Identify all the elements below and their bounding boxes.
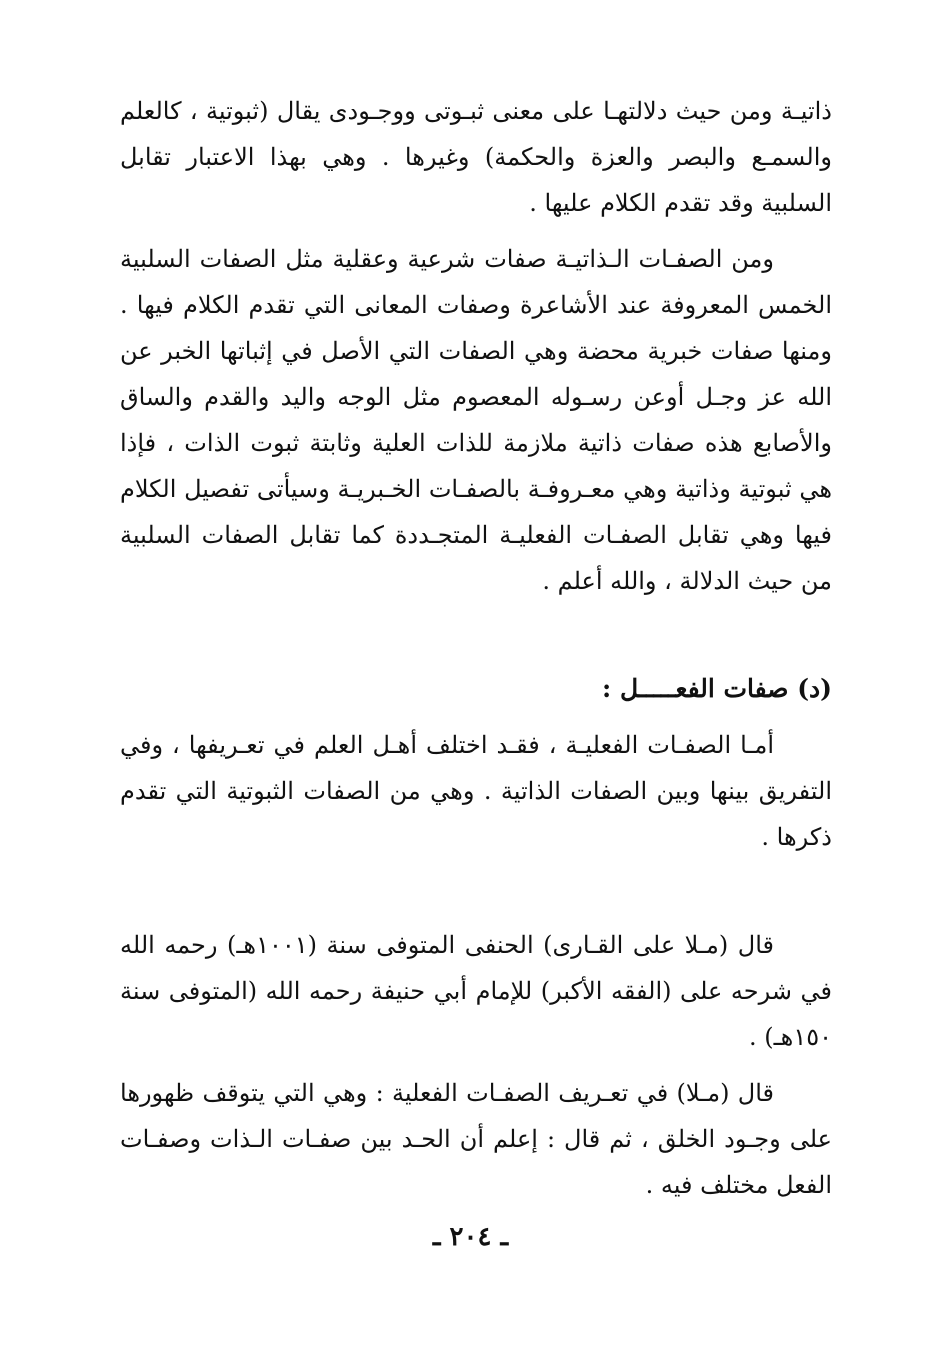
paragraph-1: ذاتيـة ومن حيث دلالتهـا على معنى ثبـوتى ووجـودى يقال (ثبوتية ، كالعلم والسمـع والبصر والعزة والحكمة) وغيرها . وهي بهذا الاعتبار تقابل السلبية وقد تقدم الكلام عليها . (120, 97, 832, 217)
spacer (120, 860, 832, 922)
spacer (120, 226, 832, 236)
paragraph-5: قال (مـلا) في تعـريف الصفـات الفعلية : وهي التي يتوقف ظهورها على وجـود الخلق ، ثم قال : إعلم أن الحـد بين صفـات الـذات وصفـات الفعل مختلف فيه . (120, 1079, 832, 1199)
paragraph-3: أمـا الصفـات الفعليـة ، فقـد اختلف أهـل العلم في تعـريفها ، وفي التفريق بينها وبين الصفات الذاتية . وهي من الصفات الثبوتية التي تقدم ذكرها . (120, 731, 832, 851)
spacer (120, 712, 832, 722)
section-heading: (د) صفات الفعـــــل : (602, 674, 832, 703)
page-body (120, 88, 832, 1208)
paragraph-4: قال (مـلا على القـارى) الحنفى المتوفى سنة (١٠٠١هـ) رحمه الله في شرحه على (الفقه الأكبر) للإمام أبي حنيفة رحمه الله (المتوفى سنة ١٥٠هـ) . (120, 931, 832, 1051)
spacer (120, 604, 832, 666)
spacer (120, 1060, 832, 1070)
paragraph-2: ومن الصفـات الـذاتيـة صفات شرعية وعقلية مثل الصفات السلبية الخمس المعروفة عند الأشاعرة وصفات المعانى التي تقدم الكلام فيها . ومنها صفات خبرية محضة وهي الصفات التي الأصل في إثباتها الخبر عن الله عز وجـل أوعن رسـوله المعصوم مثل الوجه واليد والقدم والساق والأصابع هذه صفات ذاتية ملازمة للذات العلية وثابتة ثبوت الذات ، فإذا هي ثبوتية وذاتية وهي معـروفـة بالصفـات الخـبريـة وسيأتى تفصيل الكلام فيها وهي تقابل الصفـات الفعليـة المتجـددة كما تقابل الصفات السلبية من حيث الدلالة ، والله أعلم . (120, 245, 832, 595)
page-number: ـ ٢٠٤ ـ (432, 1222, 509, 1252)
